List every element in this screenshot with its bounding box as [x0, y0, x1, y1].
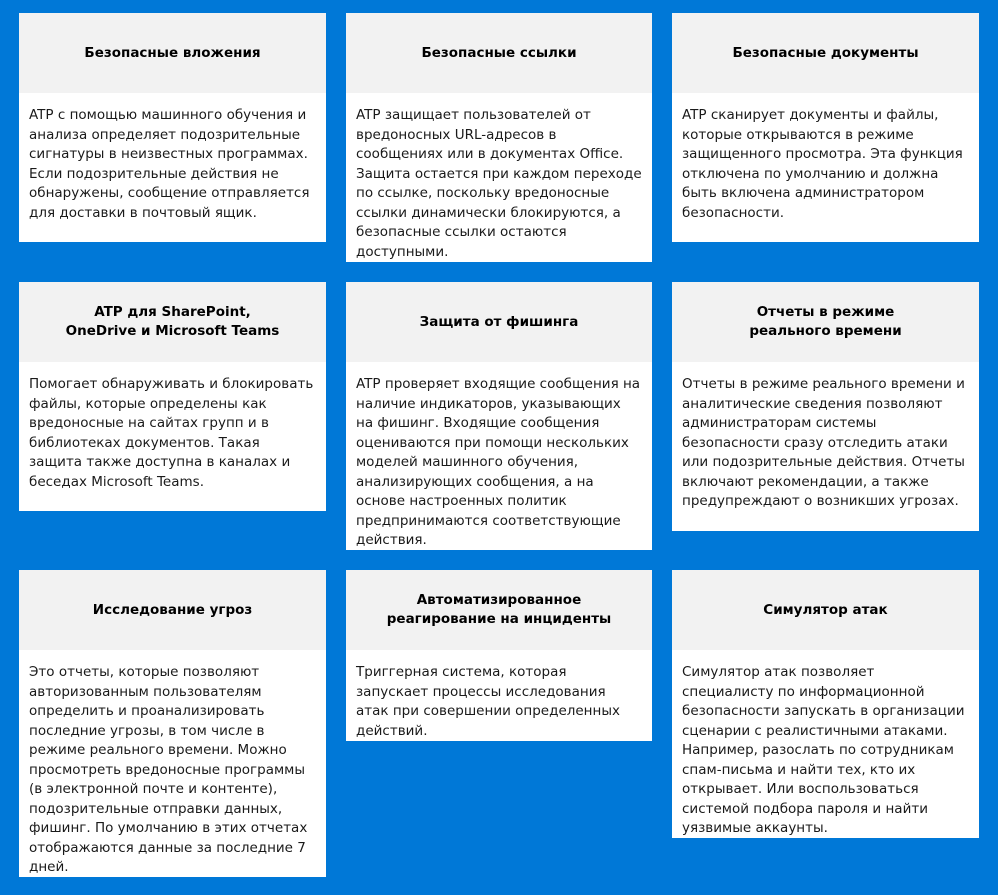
card-body [672, 650, 979, 851]
card-text: ATP с помощью машинного обучения и анализа определяет подозрительные сигнатуры в неизвестных программах. Если подозрительные действия не обнаружены, сообщение отправляется для доставки в почтовый ящик. [29, 107, 310, 221]
card-header [346, 570, 652, 650]
card-body [346, 362, 652, 563]
card-safe-links [346, 13, 652, 262]
card-header [672, 570, 979, 650]
card-safe-attachments [19, 13, 326, 242]
card-title: Безопасные вложения [84, 44, 261, 61]
card-body [19, 650, 326, 890]
card-header [346, 282, 652, 362]
card-header [19, 282, 326, 362]
card-title: Безопасные документы [732, 44, 919, 61]
card-header [19, 13, 326, 93]
card-header [672, 282, 979, 362]
card-atp-sharepoint-onedrive-teams [19, 282, 326, 511]
card-body [19, 362, 326, 504]
card-text: Триггерная система, которая запускает процессы исследования атак при совершении определенных действий. [356, 664, 620, 739]
card-text: ATP защищает пользователей от вредоносных URL-адресов в сообщениях или в документах Office. Защита остается при каждом переходе по ссылке, поскольку вредоносные ссылки динамически блокируются, а безопасные ссылки остаются доступными. [356, 107, 642, 260]
card-text: Это отчеты, которые позволяют авторизованным пользователям определить и проанализировать последние угрозы, в том числе в режиме реального времени. Можно просмотреть вредоносные программы (в электронной почте и контенте), подозрительные отправки данных, фишинг. По умолчанию в этих отчетах отображаются данные за последние 7 дней. [29, 664, 308, 875]
card-header [346, 13, 652, 93]
card-body [672, 362, 979, 524]
card-title: Безопасные ссылки [421, 44, 577, 61]
card-title: ATP для SharePoint, OneDrive и Microsoft Teams [65, 304, 280, 339]
card-body [346, 650, 652, 753]
card-text: ATP проверяет входящие сообщения на наличие индикаторов, указывающих на фишинг. Входящие сообщения оцениваются при помощи нескольких моделей машинного обучения, анализирующих сообщения, а на основе настроенных политик предпринимаются соответствующие действия. [356, 376, 641, 548]
card-header [19, 570, 326, 650]
card-header [672, 13, 979, 93]
card-body [19, 93, 326, 235]
card-threat-explorer [19, 570, 326, 877]
card-text: ATP сканирует документы и файлы, которые открываются в режиме защищенного просмотра. Эта функция отключена по умолчанию и должна быть включена администратором безопасности. [682, 107, 963, 221]
card-automated-incident-response [346, 570, 652, 741]
card-text: Помогает обнаруживать и блокировать файлы, которые определены как вредоносные на сайтах групп и в библиотеках документов. Такая защита также доступна в каналах и беседах Microsoft Teams. [29, 376, 314, 490]
card-anti-phishing [346, 282, 652, 550]
card-attack-simulator [672, 570, 979, 838]
card-safe-documents [672, 13, 979, 242]
card-title: Защита от фишинга [419, 313, 579, 330]
card-real-time-reports [672, 282, 979, 531]
card-body [346, 93, 652, 274]
card-title: Автоматизированное реагирование на инциденты [386, 592, 612, 627]
card-title: Отчеты в режиме реального времени [749, 304, 902, 339]
card-text: Отчеты в режиме реального времени и аналитические сведения позволяют администраторам системы безопасности сразу отследить атаки или подозрительные действия. Отчеты включают рекомендации, а также предупреждают о возникших угрозах. [682, 376, 965, 509]
card-body [672, 93, 979, 235]
card-title: Симулятор атак [763, 601, 888, 618]
card-text: Симулятор атак позволяет специалисту по информационной безопасности запускать в организации сценарии с реалистичными атаками. Например, разослать по сотрудникам спам-письма и найти тех, кто их открывает. Или воспользоваться системой подбора пароля и найти уязвимые аккаунты. [682, 664, 965, 836]
card-title: Исследование угроз [92, 601, 253, 618]
